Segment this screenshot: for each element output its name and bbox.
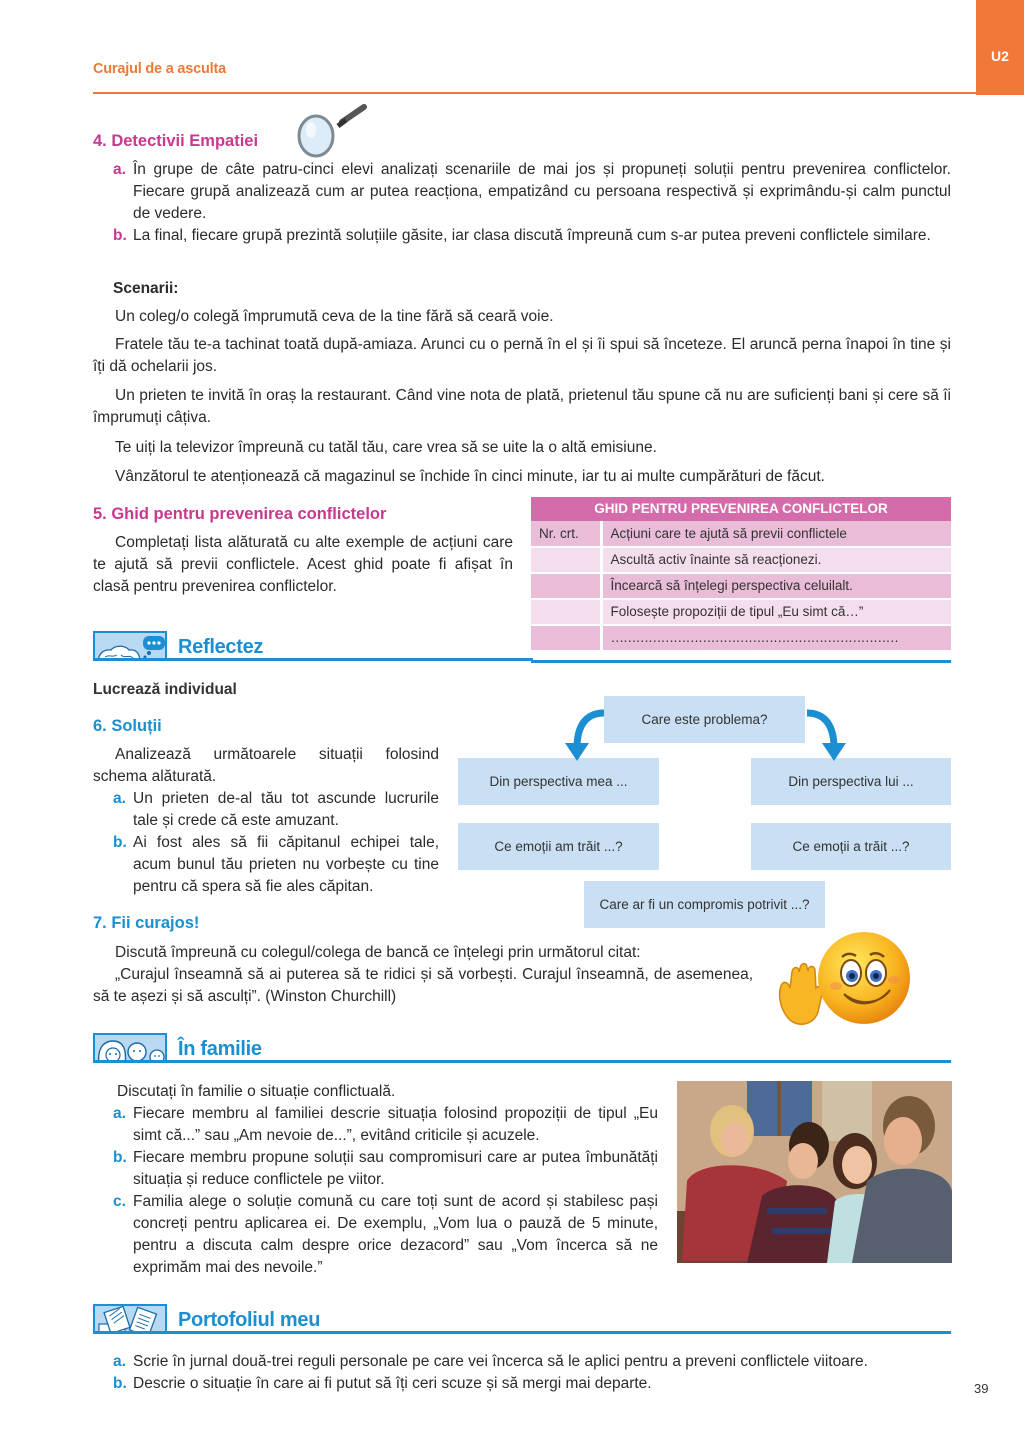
scheme-box-my-perspective: Din perspectiva mea ...: [458, 758, 659, 805]
scenario-5: Vânzătorul te atenționează că magazinul se închide în cinci minute, iar tu ai multe cumpărături de făcut.: [115, 468, 825, 485]
exercise-6-title: 6. Soluții: [93, 717, 162, 735]
unit-tab: [976, 0, 1024, 95]
table-row: Ascultă activ înainte să reacționezi.: [531, 547, 951, 573]
exercise-4-item-b: b. La final, fiecare grupă prezintă soluțiile găsite, iar clasa discută împreună cum s-ar putea preveni conflictele similare.: [113, 227, 931, 244]
portfolio-item-b: b. Descrie o situație în care ai fi putut să îți ceri scuze și să mergi mai departe.: [113, 1375, 652, 1392]
work-mode-label: Lucrează individual: [93, 681, 237, 698]
reflectez-title: Reflectez: [178, 636, 264, 658]
scheme-box-problem: Care este problema?: [604, 696, 805, 743]
table-divider: [531, 660, 951, 663]
table-row: Folosește propoziții de tipul „Eu simt că…”: [531, 599, 951, 625]
scenario-1: Un coleg/o colegă împrumută ceva de la tine fără să ceară voie.: [115, 308, 554, 325]
exercise-4-title: 4. Detectivii Empatiei: [93, 132, 259, 150]
documents-icon: [93, 1304, 167, 1334]
scenario-2: Fratele tău te-a tachinat toată după-amiaza. Arunci cu o pernă în el și îi spui să înceteze. El aruncă perna înapoi în tine și îți dă ochelarii jos.: [93, 336, 951, 375]
family-faces-icon: [93, 1033, 167, 1063]
exercise-6-item-a: a. Un prieten de-al tău tot ascunde lucrurile tale și crede că este amuzant.: [113, 790, 439, 829]
family-on-couch-photo: [677, 1081, 952, 1263]
table-row: Încearcă să înțelegi perspectiva celuilalt.: [531, 573, 951, 599]
section-banner-reflectez: [93, 627, 533, 661]
portfolio-title: Portofoliul meu: [178, 1309, 321, 1331]
section-banner-portfolio: [93, 1300, 951, 1334]
family-divider: [93, 1060, 951, 1063]
table-header-row: [531, 521, 951, 547]
table-title: GHID PENTRU PREVENIREA CONFLICTELOR: [531, 497, 951, 521]
exercise-5-text: Completați lista alăturată cu alte exemple de acțiuni care te ajută să previi conflictele. Acest ghid poate fi afișat în clasă pentru prevenirea conflictelor.: [93, 534, 513, 595]
arrow-left-curved-icon: [560, 705, 606, 765]
chapter-title: Curajul de a asculta: [93, 61, 226, 77]
header-divider: [93, 92, 976, 94]
portfolio-item-a: a. Scrie în jurnal două-trei reguli personale pe care vei încerca să le aplici pentru a preveni conflictele viitoare.: [113, 1353, 868, 1370]
scenario-4: Te uiți la televizor împreună cu tatăl tău, care vrea să se uite la o altă emisiune.: [115, 439, 657, 456]
conflict-prevention-table: [531, 497, 951, 652]
scheme-box-their-perspective: Din perspectiva lui ...: [751, 758, 951, 805]
waving-smiley-icon: [772, 928, 922, 1030]
scheme-box-my-emotions: Ce emoții am trăit ...?: [458, 823, 659, 870]
scenario-3: Un prieten te invită în oraș la restaurant. Când vine nota de plată, prietenul tău spune că nu are suficienți bani și cere să îi împrumuți câțiva.: [93, 387, 951, 426]
scheme-box-compromise: Care ar fi un compromis potrivit ...?: [584, 881, 825, 928]
column-header-nr: Nr. crt.: [531, 521, 601, 547]
exercise-7-text: Discută împreună cu colegul/colega de bancă ce înțelegi prin următorul citat:: [115, 944, 641, 961]
table-row: ……………………………………………………………: [531, 625, 951, 651]
unit-tab-label: U2: [991, 48, 1009, 64]
section-banner-family: [93, 1029, 951, 1063]
exercise-6-item-b: b. Ai fost ales să fii căpitanul echipei tale, acum bunul tău prieten nu vorbește cu tine pentru că spera să fie ales căpitan.: [113, 834, 439, 895]
page-number: 39: [974, 1381, 989, 1396]
portfolio-divider: [93, 1331, 951, 1334]
arrow-right-curved-icon: [805, 705, 851, 765]
exercise-5-title: 5. Ghid pentru prevenirea conflictelor: [93, 505, 387, 523]
exercise-7-title: 7. Fii curajos!: [93, 914, 200, 932]
family-intro: Discutați în familie o situație conflictuală.: [117, 1083, 396, 1100]
family-item-a: a. Fiecare membru al familiei descrie situația folosind propoziții de tipul „Eu simt că...” sau „Am nevoie de...”, evitând criticile și acuzele.: [113, 1105, 658, 1144]
family-title: În familie: [178, 1038, 262, 1060]
family-item-b: b. Fiecare membru propune soluții sau compromisuri care ar putea îmbunătăți situația și reduce conflictele pe viitor.: [113, 1149, 658, 1188]
column-header-actions: Acțiuni care te ajută să previi conflictele: [601, 521, 951, 547]
family-item-c: c. Familia alege o soluție comună cu care toți sunt de acord și stabilesc pași concreți pentru aplicarea ei. De exemplu, „Vom lua o pauză de 5 minute, pentru a discuta calm despre orice dezacord” sau „Vom încerca să ne exprimăm mai des nevoile.”: [113, 1193, 658, 1276]
brain-thought-icon: [93, 631, 167, 661]
scenarios-label: Scenarii:: [113, 280, 179, 297]
exercise-4-item-a: a. În grupe de câte patru-cinci elevi analizați scenariile de mai jos și propuneți soluții pentru prevenirea conflictelor. Fiecare grupă analizează cum ar putea reacționa, empatizând cu persoana respectivă și exprimându-și calm punctul de vedere.: [113, 161, 951, 222]
scheme-box-their-emotions: Ce emoții a trăit ...?: [751, 823, 951, 870]
magnifying-glass-icon: [296, 104, 368, 160]
churchill-quote: „Curajul înseamnă să ai puterea să te ridici și să vorbești. Curajul înseamnă, de asemenea, să te așezi și să asculți”. (Winston Churchill): [93, 966, 753, 1005]
exercise-6-text: Analizează următoarele situații folosind schema alăturată.: [93, 746, 439, 785]
reflectez-divider: [93, 658, 533, 661]
